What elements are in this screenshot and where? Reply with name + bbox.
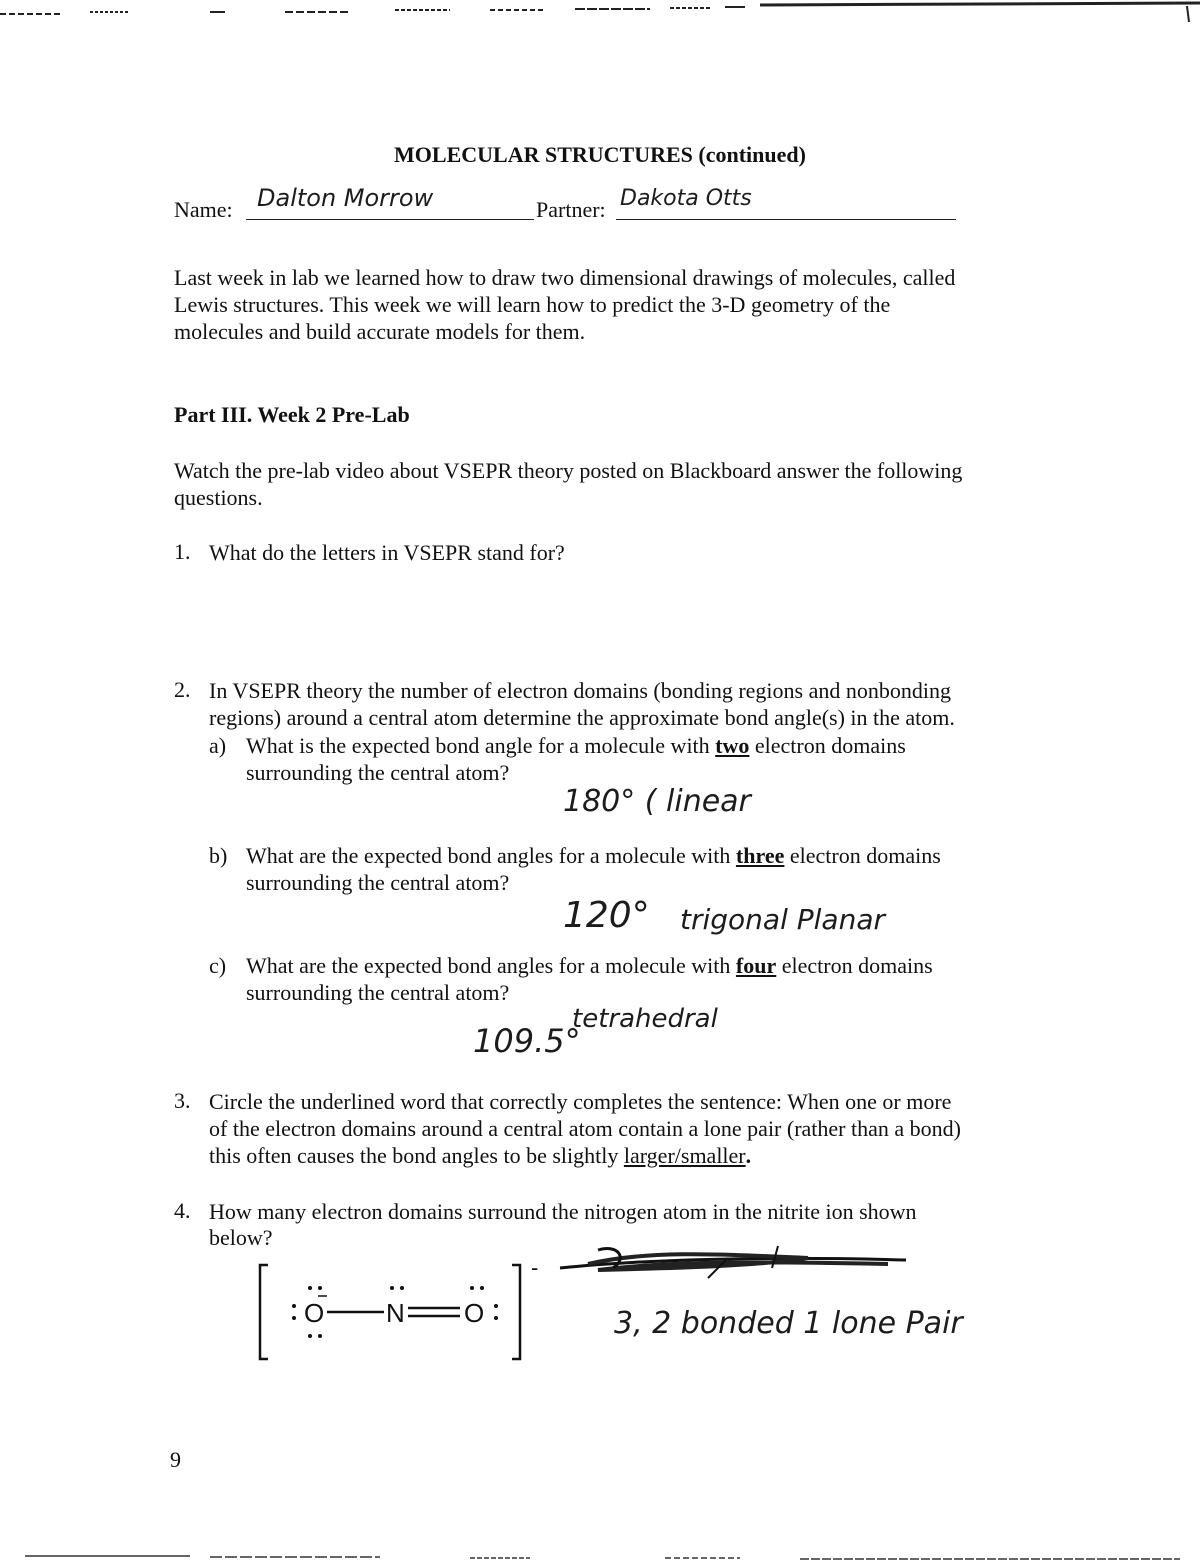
q2c-line-2: surrounding the central atom? <box>246 980 510 1005</box>
atom-o-left: O <box>304 1298 325 1328</box>
q2b-text <box>246 842 941 869</box>
right-bracket <box>512 1265 520 1359</box>
instructions-line-2: questions. <box>174 485 263 510</box>
q2a-letter: a) <box>209 733 227 758</box>
q2a-text <box>246 732 906 759</box>
q3-line-2: of the electron domains around a central atom contain a lone pair (rather than a bond) <box>209 1116 961 1141</box>
q2b-post: electron domains <box>784 843 941 868</box>
q2a-post: electron domains <box>749 733 906 758</box>
q4-line-2: below? <box>209 1225 273 1250</box>
instructions-line-1: Watch the pre-lab video about VSEPR theory posted on Blackboard answer the following <box>174 458 963 483</box>
q2-number: 2. <box>174 677 191 702</box>
q2b-answer-shape: trigonal Planar <box>680 903 885 936</box>
q2c-pre: What are the expected bond angles for a molecule with <box>246 953 736 978</box>
q2c-answer-shape: tetrahedral <box>572 1004 718 1034</box>
q2-line-1: In VSEPR theory the number of electron domains (bonding regions and nonbonding <box>209 678 951 703</box>
intro-line-2: Lewis structures. This week we will learn how to predict the 3-D geometry of the <box>174 292 891 317</box>
q3-line-3 <box>209 1142 751 1169</box>
q3-underlined-choice: larger/smaller <box>623 1143 746 1168</box>
nitrite-lewis-structure <box>250 1255 550 1367</box>
q2b-letter: b) <box>209 843 228 868</box>
name-underline <box>246 219 534 220</box>
q3-line-3-pre: this often causes the bond angles to be slightly <box>209 1143 624 1168</box>
q3-line-3-post: . <box>745 1143 752 1168</box>
partner-value: Dakota Otts <box>620 186 752 211</box>
q2c-keyword: four <box>735 953 777 978</box>
name-label: Name: <box>174 197 233 222</box>
scribbled-out-answer <box>558 1238 910 1284</box>
scan-artifact-bottom <box>0 1548 1200 1561</box>
scan-artifact-top <box>0 0 1200 22</box>
q4-line-1: How many electron domains surround the nitrogen atom in the nitrite ion shown <box>209 1199 917 1224</box>
atom-n: N <box>386 1298 405 1328</box>
q3-line-1: Circle the underlined word that correctly completes the sentence: When one or more <box>209 1089 952 1114</box>
section-heading: Part III. Week 2 Pre-Lab <box>174 402 410 427</box>
q2b-answer-angle: 120° <box>563 895 650 936</box>
q2-line-2: regions) around a central atom determine the approximate bond angle(s) in the atom. <box>209 705 955 730</box>
q1-text: What do the letters in VSEPR stand for? <box>209 540 565 565</box>
page-title: MOLECULAR STRUCTURES (continued) <box>394 142 806 167</box>
q4-answer: 3, 2 bonded 1 lone Pair <box>614 1306 963 1341</box>
name-value: Dalton Morrow <box>257 184 434 212</box>
q2c-text <box>246 952 933 979</box>
partner-underline <box>616 219 956 220</box>
left-bracket <box>260 1265 268 1359</box>
q2b-line-2: surrounding the central atom? <box>246 870 510 895</box>
q2a-pre: What is the expected bond angle for a molecule with <box>246 733 716 758</box>
ion-charge: - <box>531 1255 539 1280</box>
q2c-answer-angle: 109.5° <box>473 1022 581 1060</box>
q1-number: 1. <box>174 539 191 564</box>
q2c-post: electron domains <box>776 953 933 978</box>
q4-number: 4. <box>174 1198 191 1223</box>
atom-o-right: O <box>464 1298 485 1328</box>
q2b-pre: What are the expected bond angles for a molecule with <box>246 843 736 868</box>
partner-label: Partner: <box>536 197 606 222</box>
q2a-keyword: two <box>715 733 750 758</box>
q2c-letter: c) <box>209 953 227 978</box>
intro-line-3: molecules and build accurate models for them. <box>174 319 586 344</box>
q2b-keyword: three <box>735 843 785 868</box>
intro-line-1: Last week in lab we learned how to draw two dimensional drawings of molecules, called <box>174 265 956 290</box>
q2a-answer: 180° ( linear <box>563 784 751 819</box>
q2a-line-2: surrounding the central atom? <box>246 760 510 785</box>
q3-number: 3. <box>174 1088 191 1113</box>
page-number: 9 <box>170 1447 181 1472</box>
